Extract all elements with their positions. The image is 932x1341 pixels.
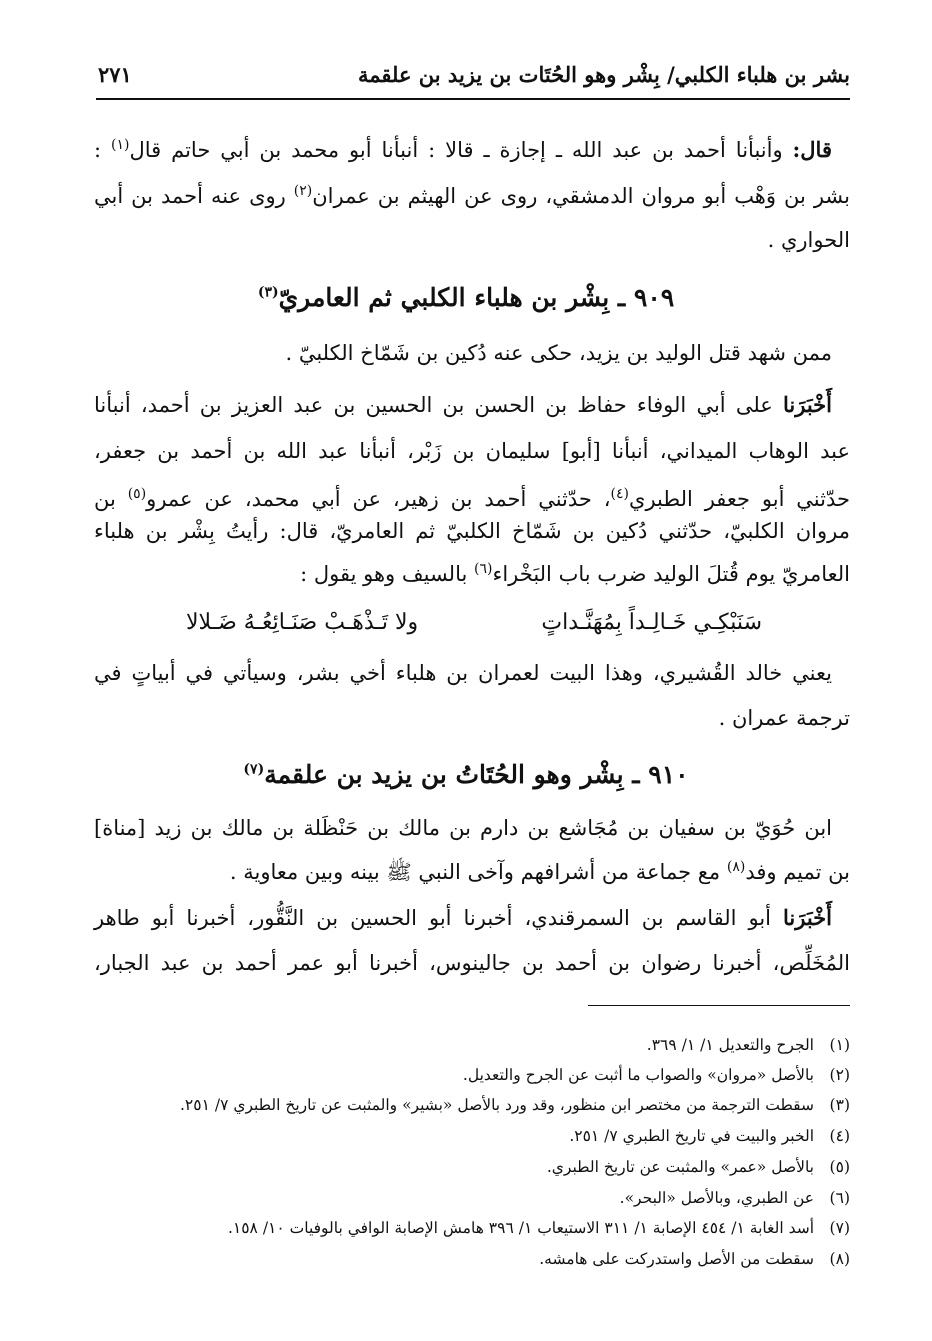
footnote-number: (٥) [829, 1158, 850, 1176]
footnote-text: الجرح والتعديل ١/ ١/ ٣٦٩. [646, 1036, 814, 1054]
footnote-number: (٦) [829, 1189, 850, 1207]
footnote-ref: (٥) [127, 486, 147, 502]
body-line [94, 521, 850, 542]
text: ممن شهد قتل الوليد بن يزيد، حكى عنه دُكين بن شَمّاخ الكلبيّ . [285, 341, 832, 365]
text: بشر بن وَهْب أبو مروان الدمشقي، روى عن الهيثم بن عمران [312, 184, 850, 208]
header-rule [96, 98, 850, 100]
footnote-text: سقطت من الأصل واستدركت على هامشه. [539, 1250, 814, 1268]
text: بالسيف وهو يقول : [300, 562, 474, 586]
text: على أبي الوفاء حفاظ بن الحسن بن الحسين بن عبد العزيز بن أحمد، أنبأنا [94, 393, 784, 417]
footnote-text: أسد الغابة ١/ ٤٥٤ الإصابة ١/ ٣١١ الاستيعاب ١/ ٣٩٦ هامش الإصابة الوافي بالوفيات ١٠/ ١٥٨. [227, 1219, 814, 1237]
footnote [90, 1127, 850, 1145]
text: مروان الكلبيّ، حدّثني دُكين بن شَمّاخ الكلبيّ ثم العامريّ، قال: رأيتُ بِشْر بن هلباء [94, 519, 850, 543]
body-line [94, 487, 850, 510]
keyword: أَخْبَرَنا [783, 392, 832, 417]
footnote-text: الخبر والبيت في تاريخ الطبري ٧/ ٢٥١. [569, 1127, 814, 1145]
text: يعني خالد القُشيري، وهذا البيت لعمران بن هلباء أخي بشر، وسيأتي في أبياتٍ في [94, 661, 832, 685]
body-line [94, 953, 850, 974]
footnote-text: بالأصل «مروان» والصواب ما أثبت عن الجرح والتعديل. [462, 1066, 814, 1084]
footnote-number: (٤) [829, 1127, 850, 1145]
running-header-title: بشر بن هلباء الكلبي/ بِشْر وهو الحُتَات بن يزيد بن علقمة [357, 62, 850, 87]
footnote-ref: (٤) [610, 486, 630, 502]
footnote-number: (٧) [829, 1219, 850, 1237]
keyword: أَخْبَرَنا [783, 905, 832, 930]
entry-heading-909: ٩٠٩ ـ بِشْر بن هلباء الكلبي ثم العامريّ$^{(٣)}$ [257, 283, 675, 312]
footnote-ref: (٢) [293, 183, 313, 199]
body-line [94, 184, 850, 207]
footnote-text: عن الطبري، وبالأصل «البحر». [619, 1189, 814, 1207]
text: ترجمة عمران . [718, 706, 850, 730]
body-line [94, 394, 832, 416]
footnote-ref: (٣) [257, 284, 279, 301]
text: عبد الوهاب الميداني، أنبأنا [أبو] سليمان بن زَبْر، أنبأنا عبد الله بن أحمد بن جعفر، [94, 439, 850, 463]
footnote [90, 1219, 850, 1237]
text: وأنبأنا أحمد بن عبد الله ـ إجازة ـ قالا : أنبأنا أبو محمد بن أبي حاتم قال [129, 138, 793, 162]
entry-heading-910: ٩١٠ ـ بِشْر وهو الحُتَاتُ بن يزيد بن علقمة$^{(٧)}$ [243, 760, 689, 789]
text: بن تميم وفد [745, 860, 850, 884]
footnote-ref: (٨) [726, 859, 746, 875]
text: مع جماعة من أشرافهم وآخى النبي ﷺ بينه وبين معاوية . [229, 860, 727, 884]
text: ابن حُوَيّ بن سفيان بن مُجَاشع بن دارم بن مالك بن حَنْظَلة بن مالك بن زيد [مناة] [94, 816, 832, 840]
footnote-number: (١) [829, 1036, 850, 1054]
footnote-number: (٢) [829, 1066, 850, 1084]
footnote-text: بالأصل «عمر» والمثبت عن تاريخ الطبري. [546, 1158, 814, 1176]
body-line [94, 562, 850, 585]
footnote-ref: (١) [111, 137, 130, 153]
footnote-text: سقطت الترجمة من مختصر ابن منظور، وقد ورد بالأصل «بشير» والمثبت عن تاريخ الطبري ٧/ ٢٥١. [179, 1096, 814, 1114]
keyword: قال: [792, 137, 832, 162]
body-line [94, 230, 850, 251]
footnote [90, 1189, 850, 1207]
text: أبو القاسم بن السمرقندي، أخبرنا أبو الحسين بن النَّقُّور، أخبرنا أبو طاهر [94, 906, 784, 930]
text: : [94, 138, 112, 162]
footnote [90, 1036, 850, 1054]
text: حدّثني أبو جعفر الطبري [629, 487, 850, 511]
text: بن [94, 487, 128, 511]
footnote-number: (٨) [829, 1250, 850, 1268]
body-line [94, 441, 850, 462]
poem-hemistich-right: سَنَبْكِـي خَـالِـداً بِمُهَنَّـداتٍ [541, 610, 762, 635]
footnote [90, 1066, 850, 1084]
text: الحواري . [767, 228, 850, 252]
footnote-rule [588, 1005, 850, 1006]
text: العامريّ يوم قُتلَ الوليد ضرب باب البَخْراء [492, 562, 850, 586]
footnote [90, 1096, 850, 1114]
body-line [94, 138, 832, 161]
poem-hemistich-left: ولا تَـذْهَـبْ صَنَـائِعُـهُ ضَـلالا [186, 610, 419, 635]
text: روى عنه أحمد بن أبي [94, 184, 294, 208]
body-line [94, 343, 832, 364]
footnote [90, 1250, 850, 1268]
page-number: ٢٧١ [98, 62, 132, 87]
footnote [90, 1158, 850, 1176]
body-line [94, 818, 832, 839]
text: المُخَلِّص، أخبرنا رضوان بن أحمد بن جالينوس، أخبرنا أبو عمر أحمد بن عبد الجبار، [94, 951, 850, 975]
body-line [94, 907, 832, 929]
body-line [94, 708, 850, 729]
body-line [94, 663, 832, 684]
footnote-number: (٣) [829, 1096, 850, 1114]
footnote-ref: (٦) [474, 561, 493, 577]
body-line [94, 860, 850, 883]
footnote-ref: (٧) [243, 761, 265, 778]
text: ، حدّثني أحمد بن زهير، عن أبي محمد، عن عمرو [146, 487, 611, 511]
